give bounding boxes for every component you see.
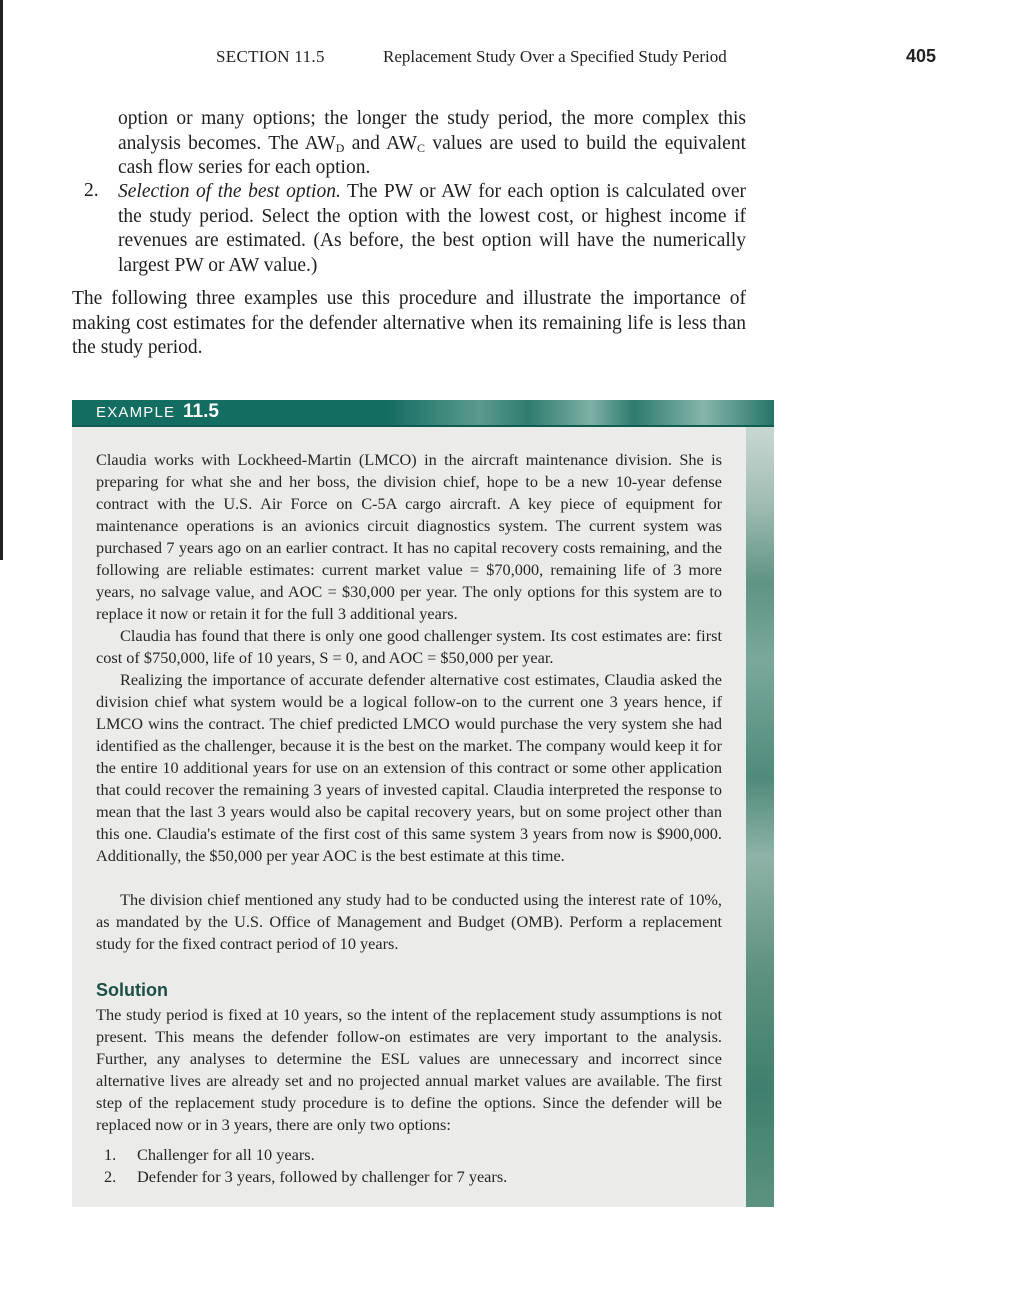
step-2-title: Selection of the best option. [118,181,341,202]
solution-paragraph: The study period is fixed at 10 years, so the intent of the replacement study assumptions is not present. This means the defender follow-on estimates are very important to the analysis. Further, any analyses to determine the ESL values are unnecessary and incorrect since alternative lives are already set and no projected annual market values are available. The first step of the replacement study procedure is to define the options. Since the defender will be replaced now or in 3 years, there are only two options: [96,1005,722,1134]
example-header-rule [72,425,774,427]
example-paragraph-4: The division chief mentioned any study had to be conducted using the interest rate of 10%, as mandated by the U.S. Office of Management and Budget (OMB). Perform a replacement study for the fixed contract period of 10 years. [96,890,722,953]
solution-heading: Solution [96,980,168,1000]
option-1-text: Challenger for all 10 years. [137,1145,315,1164]
continuation-paragraph: option or many options; the longer the study period, the more complex this analysis becomes. The $AW_D$ and $AW_C$ values are used to build the equivalent cash flow series for each option. [118,108,746,178]
step-number: 2. [84,180,99,201]
option-2-text: Defender for 3 years, followed by challenger for 7 years. [137,1167,508,1186]
example-header-bar [72,400,774,426]
option-1-number: 1. [104,1145,117,1164]
intro-paragraph: The following three examples use this procedure and illustrate the importance of making cost estimates for the defender alternative when its remaining life is less than the study period. [72,288,746,358]
example-label: EXAMPLE [96,404,176,421]
example-side-strip [746,427,774,1207]
left-margin-rule [0,0,3,560]
example-paragraph-2: Claudia has found that there is only one good challenger system. Its cost estimates are: first cost of $750,000, life of 10 years, S = 0, and AOC = $50,000 per year. [96,626,722,667]
page-number: 405 [906,46,937,66]
running-header-title: Replacement Study Over a Specified Study Period [383,47,727,66]
step-2-paragraph: Selection of the best option. The PW or AW for each option is calculated over the study period. Select the option with the lowest cost, or highest income if revenues are estimated. (As before, the best option will have the numerically largest PW or AW value.) [118,181,746,276]
running-header-section: SECTION 11.5 [216,47,325,66]
option-2-number: 2. [104,1167,117,1186]
example-paragraph-1: Claudia works with Lockheed-Martin (LMCO) in the aircraft maintenance division. She is preparing for what she and her boss, the division chief, hope to be a new 10-year defense contract with the U.S. Air Force on C-5A cargo aircraft. A key piece of equipment for maintenance operations is an avionics circuit diagnostics system. The current system was purchased 7 years ago on an earlier contract. It has no capital recovery costs remaining, and the following are reliable estimates: current market value = $70,000, remaining life of 3 more years, no salvage value, and AOC = $30,000 per year. The only options for this system are to replace it now or retain it for the full 3 additional years. [96,450,722,623]
example-paragraph-3: Realizing the importance of accurate defender alternative cost estimates, Claudia asked the division chief what system would be a logical follow-on to the current one 3 years hence, if LMCO wins the contract. The chief predicted LMCO would purchase the very system she had identified as the challenger, because it is the best on the market. The company would keep it for the entire 10 additional years for use on an extension of this contract or some other application that could recover the remaining 3 years of invested capital. Claudia interpreted the response to mean that the last 3 years would also be capital recovery years, but on some project other than this one. Claudia's estimate of the first cost of this same system 3 years from now is $900,000. Additionally, the $50,000 per year AOC is the best estimate at this time. [96,670,722,865]
example-number: 11.5 [183,401,219,422]
